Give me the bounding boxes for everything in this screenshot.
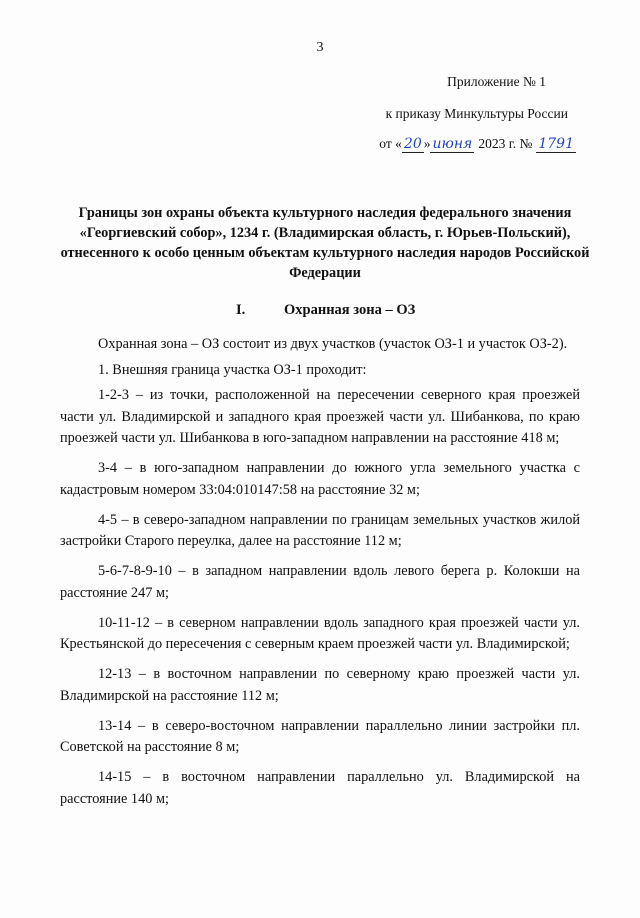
paragraph: 3-4 – в юго-западном направлении до южного угла земельного участка с кадастровым номером 33:04:010147:58 на расстояние 32 м; xyxy=(60,460,580,498)
section-title: Охранная зона – ОЗ xyxy=(284,302,416,318)
document-title: Границы зон охраны объекта культурного наследия федерального значения «Георгиевский собор», 1234 г. (Владимирская область, г. Юрьев-Польский), отнесенного к особо ценным объектам культурного наследия народов Российской Федерации xyxy=(60,205,590,281)
handwritten-day: 20 xyxy=(403,136,422,152)
page-number: 3 xyxy=(316,40,324,55)
paragraph: 5-6-7-8-9-10 – в западном направлении вдоль левого берега р. Колокши на расстояние 247 м; xyxy=(60,563,580,601)
paragraph: 14-15 – в восточном направлении параллельно ул. Владимирской на расстояние 140 м; xyxy=(60,769,580,807)
paragraph: Охранная зона – ОЗ состоит из двух участков (участок ОЗ-1 и участок ОЗ-2). xyxy=(98,336,568,352)
section-number: I. xyxy=(236,302,246,318)
appendix-order-ref: к приказу Минкультуры России xyxy=(385,106,568,121)
paragraph: 12-13 – в восточном направлении по северному краю проезжей части ул. Владимирской на расстояние 112 м; xyxy=(60,666,580,704)
appendix-date-line xyxy=(379,136,576,153)
paragraph: 4-5 – в северо-западном направлении по границам земельных участков жилой застройки Старого переулка, далее на расстояние 112 м; xyxy=(60,511,580,549)
paragraph: 1-2-3 – из точки, расположенной на пересечении северного края проезжей части ул. Владимирской и западного края проезжей части ул. Шибанкова, по краю проезжей части ул. Шибанкова в юго-западном направлении на расстояние 418 м; xyxy=(60,387,580,446)
date-year: 2023 г. № xyxy=(478,136,533,151)
handwritten-month: июня xyxy=(432,136,473,152)
handwritten-order-number: 1791 xyxy=(538,136,574,152)
paragraph: 13-14 – в северо-восточном направлении параллельно линии застройки пл. Советской на расстояние 8 м; xyxy=(60,717,580,755)
date-quote-close: » xyxy=(423,136,431,151)
document-body xyxy=(60,334,580,819)
paragraph: 1. Внешняя граница участка ОЗ-1 проходит: xyxy=(98,361,367,378)
date-prefix: от « xyxy=(379,136,402,151)
appendix-title: Приложение № 1 xyxy=(447,74,546,89)
paragraph: 10-11-12 – в северном направлении вдоль западного края проезжей части ул. Крестьянской до пересечения с северным краем проезжей части ул. Владимирской; xyxy=(60,614,580,652)
